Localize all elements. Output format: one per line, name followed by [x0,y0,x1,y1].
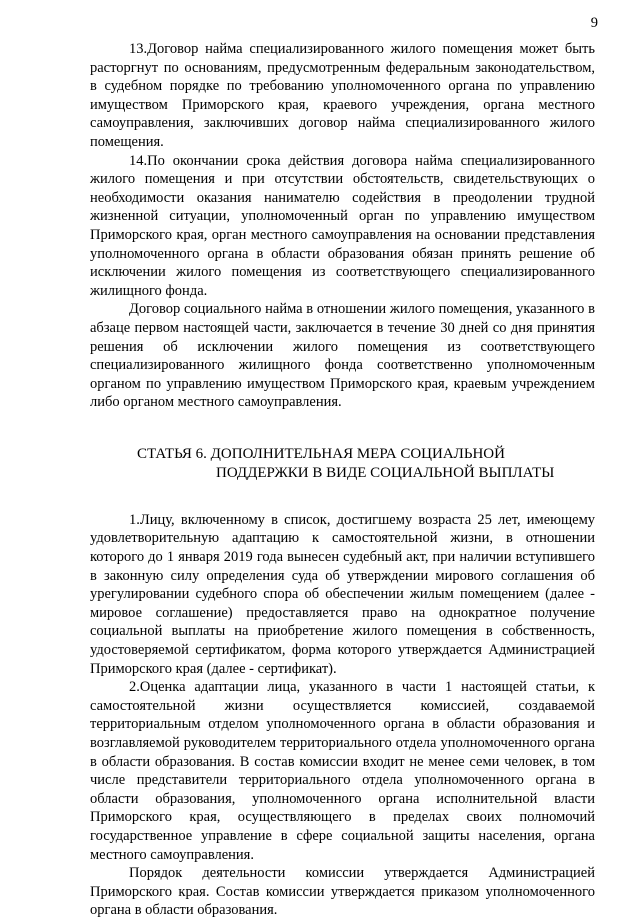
article-heading-line-2: ПОДДЕРЖКИ В ВИДЕ СОЦИАЛЬНОЙ ВЫПЛАТЫ [216,464,555,481]
article-heading-line-1: СТАТЬЯ 6. ДОПОЛНИТЕЛЬНАЯ МЕРА СОЦИАЛЬНОЙ [137,445,505,462]
paragraph-commission-procedure: Порядок деятельности комиссии утверждается Администрацией Приморского края. Состав комиссии утверждается приказом уполномоченного органа в области образования. [90,865,595,919]
paragraph-14: 14.По окончании срока действия договора найма специализированного жилого помещения и при отсутствии обстоятельств, свидетельствующих о необходимости оказания нанимателю содействия в преодолении трудной жизненной ситуации, уполномоченный орган по управлению имуществом Приморского края, орган местного самоуправления на основании представления уполномоченного органа в области образования обязан принять решение об исключении жилого помещения из соответствующего специализированного жилищного фонда. [90,152,595,299]
article-heading [90,445,595,483]
page-number: 9 [590,15,598,31]
paragraph-social-lease: Договор социального найма в отношении жилого помещения, указанного в абзаце первом настоящей части, заключается в течение 30 дней со дня принятия решения об исключении жилого помещения из соответствующего специализированного жилищного фонда соответственно уполномоченным органом по управлению имуществом Приморского края, краевым учреждением либо органом местного самоуправления. [90,301,595,411]
paragraph-2: 2.Оценка адаптации лица, указанного в части 1 настоящей статьи, к самостоятельной жизни осуществляется комиссией, создаваемой территориальным отделом уполномоченного органа в области образования и возглавляемой руководителем территориального отдела уполномоченного органа в области образования. В состав комиссии входит не менее семи человек, в том числе представители территориального отдела уполномоченного органа в области образования, уполномоченного органа исполнительной власти Приморского края, осуществляющего в пределах своих полномочий государственное управление в сфере социальной защиты населения, органа местного самоуправления. [90,679,595,863]
document-body [90,40,595,920]
paragraph-1: 1.Лицу, включенному в список, достигшему возраста 25 лет, имеющему удовлетворительную адаптацию к самостоятельной жизни, в отношении которого до 1 января 2019 года вынесен судебный акт, при наличии вступившего в законную силу определения суда об утверждении мирового соглашения об урегулировании судебного спора об обеспечении жилым помещением (далее - мировое соглашение) предоставляется право на однократное получение социальной выплаты на приобретение жилого помещения в собственность, удостоверяемой сертификатом, форма которого утверждается Администрацией Приморского края (далее - сертификат). [90,511,595,677]
paragraph-13: 13.Договор найма специализированного жилого помещения может быть расторгнут по основаниям, предусмотренным федеральным законодательством, в судебном порядке по требованию уполномоченного органа по управлению имуществом Приморского края, краевого учреждения, органа местного самоуправления, заключивших договор найма специализированного жилого помещения. [90,41,595,150]
